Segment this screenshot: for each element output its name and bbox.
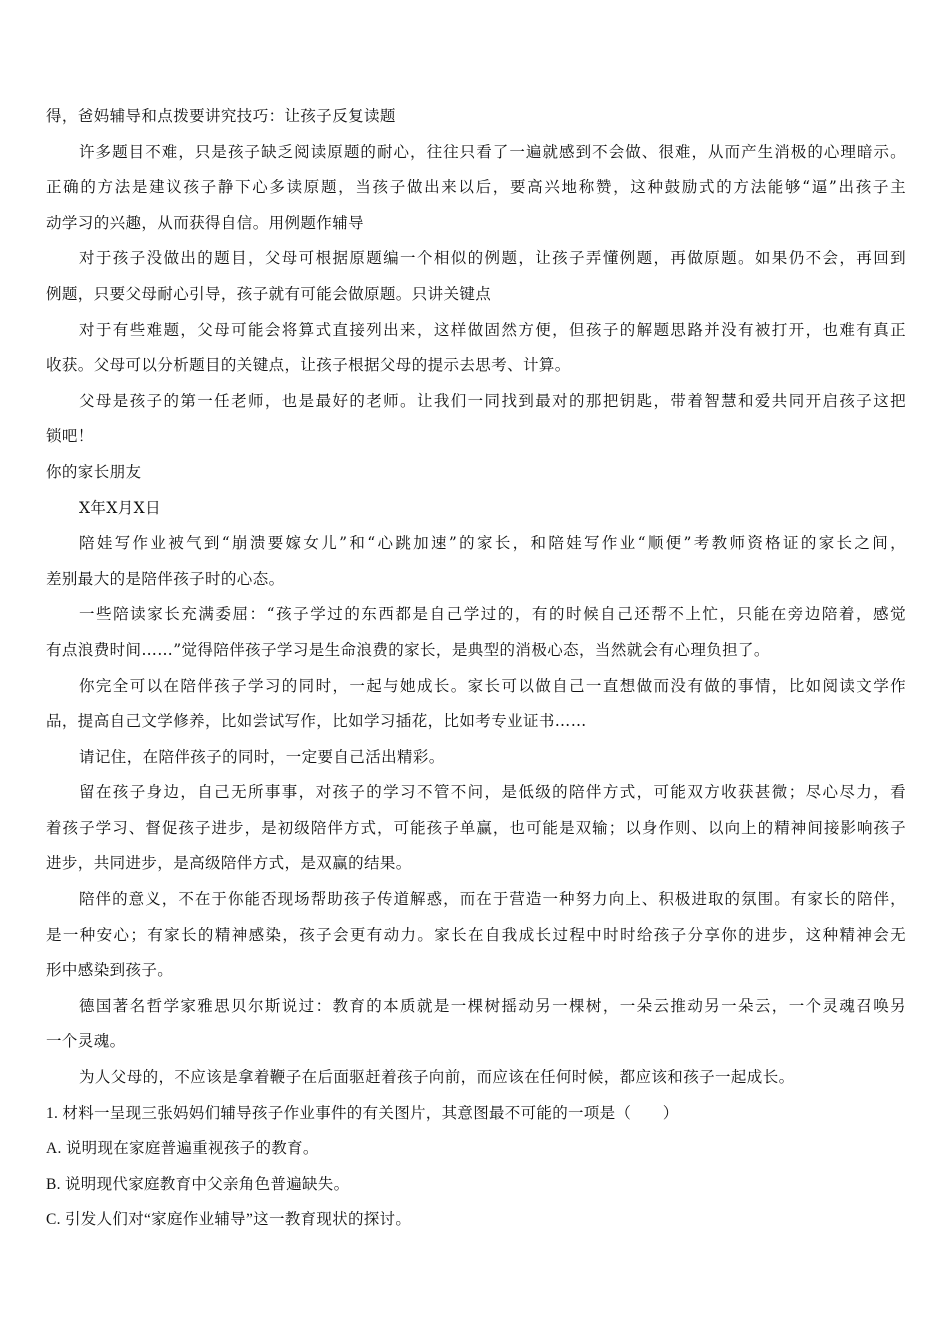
text-line: 动学习的兴趣，从而获得自信。用例题作辅导 — [46, 213, 365, 232]
text-line: 为人父母的，不应该是拿着鞭子在后面驱赶着孩子向前，而应该在任何时候，都应该和孩子一起成长。 — [79, 1068, 795, 1087]
text-line: 你的家长朋友 — [46, 462, 142, 481]
text-line: 留在孩子身边，自己无所事事，对孩子的学习不管不问，是低级的陪伴方式，可能双方收获甚微；尽心尽力，看 — [79, 783, 906, 802]
text-line: X年X月X日 — [79, 498, 162, 517]
text-line: 对于孩子没做出的题目，父母可根据原题编一个相似的例题，让孩子弄懂例题，再做原题。如果仍不会，再回到 — [79, 249, 906, 268]
option-a: A. 说明现在家庭普遍重视孩子的教育。 — [46, 1140, 319, 1158]
text-line: 德国著名哲学家雅思贝尔斯说过：教育的本质就是一棵树摇动另一棵树，一朵云推动另一朵云，一个灵魂召唤另 — [79, 996, 906, 1015]
text-line: 请记住，在陪伴孩子的同时，一定要自己活出精彩。 — [79, 747, 445, 766]
text-line: 父母是孩子的第一任老师，也是最好的老师。让我们一同找到最对的那把钥匙，带着智慧和爱共同开启孩子这把 — [79, 391, 906, 410]
text-line: 陪伴的意义，不在于你能否现场帮助孩子传道解惑，而在于营造一种努力向上、积极进取的氛围。有家长的陪伴， — [79, 890, 906, 909]
passage — [46, 99, 906, 1096]
text-line: 得，爸妈辅导和点拨要讲究技巧：让孩子反复读题 — [46, 107, 396, 125]
text-line: 例题，只要父母耐心引导，孩子就有可能会做原题。只讲关键点 — [46, 284, 492, 303]
text-line: 许多题目不难，只是孩子缺乏阅读原题的耐心，往往只看了一遍就感到不会做、很难，从而产生消极的心理暗示。 — [79, 142, 906, 161]
text-line: 一些陪读家长充满委屈：“孩子学过的东西都是自己学过的，有的时候自己还帮不上忙，只能在旁边陪着，感觉 — [79, 605, 906, 624]
text-line: 锁吧！ — [46, 427, 94, 446]
text-line: 差别最大的是陪伴孩子时的心态。 — [46, 569, 285, 588]
text-line: 对于有些难题，父母可能会将算式直接列出来，这样做固然方便，但孩子的解题思路并没有被打开，也难有真正 — [79, 320, 906, 339]
text-line: 你完全可以在陪伴孩子学习的同时，一起与她成长。家长可以做自己一直想做而没有做的事情，比如阅读文学作 — [79, 676, 906, 695]
option-b: B. 说明现代家庭教育中父亲角色普遍缺失。 — [46, 1175, 350, 1193]
text-line: 进步，共同进步，是高级陪伴方式，是双赢的结果。 — [46, 854, 412, 873]
text-line: 正确的方法是建议孩子静下心多读原题，当孩子做出来以后，要高兴地称赞，这种鼓励式的方法能够“逼”出孩子主 — [46, 178, 906, 197]
text-line: 陪娃写作业被气到“崩溃要嫁女儿”和“心跳加速”的家长，和陪娃写作业“顺便”考教师资格证的家长之间， — [79, 534, 906, 553]
text-line: 是一种安心；有家长的精神感染，孩子会更有动力。家长在自我成长过程中时时给孩子分享你的进步，这种精神会无 — [46, 925, 906, 944]
option-c: C. 引发人们对“家庭作业辅导”这一教育现状的探讨。 — [46, 1211, 412, 1229]
question-stem: 1. 材料一呈现三张妈妈们辅导孩子作业事件的有关图片，其意图最不可能的一项是（ ） — [46, 1104, 679, 1122]
text-line: 一个灵魂。 — [46, 1032, 126, 1051]
text-line: 形中感染到孩子。 — [46, 961, 174, 980]
text-line: 收获。父母可以分析题目的关键点，让孩子根据父母的提示去思考、计算。 — [46, 356, 571, 375]
text-line: 着孩子学习、督促孩子进步，是初级陪伴方式，可能孩子单赢，也可能是双输；以身作则、以向上的精神间接影响孩子 — [46, 818, 906, 837]
text-line: 有点浪费时间……”觉得陪伴孩子学习是生命浪费的家长，是典型的消极心态，当然就会有心理负担了。 — [46, 640, 770, 659]
document-body — [46, 99, 906, 1238]
text-line: 品，提高自己文学修养，比如尝试写作，比如学习插花，比如考专业证书…… — [46, 712, 587, 731]
